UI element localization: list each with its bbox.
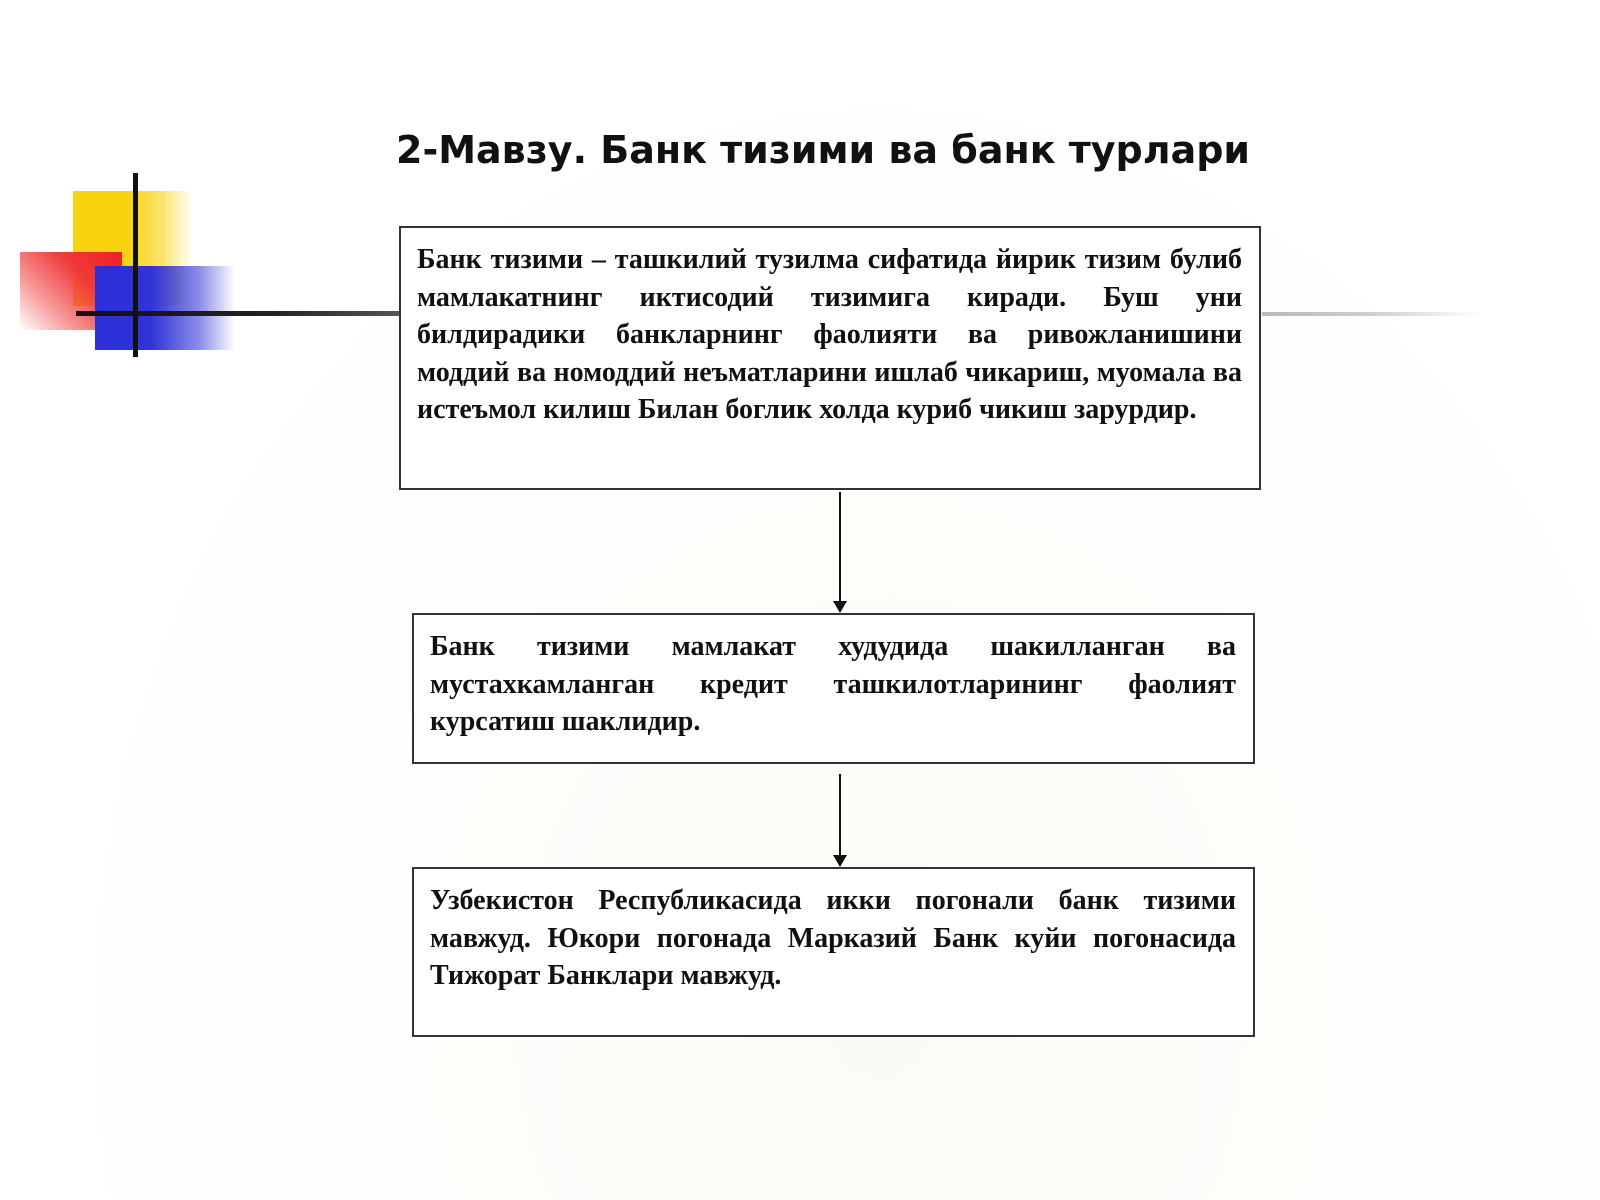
flow-box-3-text: Узбекистон Республикасида икки погонали банк тизими мавжуд. Юкори погонада Марказий Банк куйи погонасида Тижорат Банклари мавжуд. bbox=[430, 885, 1236, 991]
arrow-down-icon bbox=[833, 855, 847, 867]
arrow-shaft bbox=[839, 492, 841, 602]
slide-title: 2-Мавзу. Банк тизими ва банк турлари bbox=[396, 128, 1251, 172]
flow-box-2-text: Банк тизими мамлакат худудида шакилланган ва мустахкамланган кредит ташкилотларининг фаолият курсатиш шаклидир. bbox=[430, 631, 1236, 737]
arrow-shaft bbox=[839, 774, 841, 856]
flow-box-1 bbox=[399, 226, 1261, 490]
flow-arrow-2 bbox=[830, 774, 850, 867]
flow-box-2 bbox=[412, 613, 1255, 764]
flow-box-1-text: Банк тизими – ташкилий тузилма сифатида йирик тизим булиб мамлакатнинг иктисодий тизимига киради. Буш уни билдирадики банкларнинг фаолияти ва ривожланишини моддий ва номоддий неъматларини ишлаб чикариш, муомала ва истеъмол килиш Билан боглик холда куриб чикиш зарурдир. bbox=[417, 244, 1242, 425]
flow-box-3 bbox=[412, 867, 1255, 1037]
arrow-down-icon bbox=[833, 601, 847, 613]
flow-arrow-1 bbox=[830, 492, 850, 613]
